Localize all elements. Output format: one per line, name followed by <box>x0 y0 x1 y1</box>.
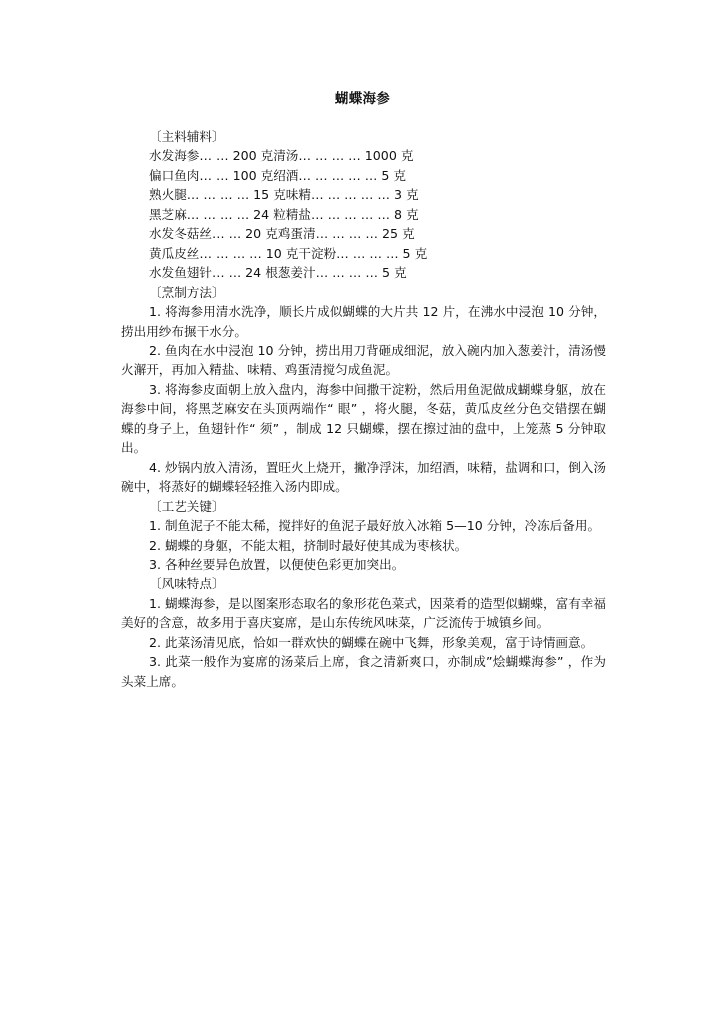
ingredient-line: 水发海参… … 200 克清汤… … … … 1000 克 <box>149 148 414 164</box>
page-title: 蝴蝶海参 <box>334 91 391 107</box>
section-heading-flavor: 〔风味特点〕 <box>149 576 225 592</box>
flavor-note: 3. 此菜一般作为宴席的汤菜后上席，食之清新爽口，亦制成”烩蝴蝶海参” ，作为头菜上席。 <box>121 654 606 689</box>
flavor-note: 1. 蝴蝶海参，是以图案形态取名的象形花色菜式，因菜肴的造型似蝴蝶，富有幸福美好的含意，故多用于喜庆宴席，是山东传统风味菜，广泛流传于城镇乡间。 <box>121 595 606 631</box>
method-step: 1. 将海参用清水洗净，顺长片成似蝴蝶的大片共 12 片，在沸水中浸泡 10 分钟，捞出用纱布搌干水分。 <box>121 304 606 339</box>
flavor-note: 2. 此菜汤清见底，恰如一群欢快的蝴蝶在碗中飞舞，形象美观，富于诗情画意。 <box>149 634 594 650</box>
method-steps <box>121 302 606 497</box>
ingredient-line: 水发鱼翅针… … 24 根葱姜汁… … … … 5 克 <box>149 265 407 281</box>
section-heading-method: 〔烹制方法〕 <box>149 284 225 300</box>
method-step: 3. 将海参皮面朝上放入盘内，海参中间撒干淀粉，然后用鱼泥做成蝴蝶身躯，放在海参中间，将黑芝麻安在头顶两端作“ 眼” ，将火腿，冬菇，黄瓜皮丝分色交错摆在蝴蝶的身子上，鱼翅针作“ 须” ，制成 12 只蝴蝶，摆在擦过油的盘中，上笼蒸 5 分钟取出。 <box>121 381 606 456</box>
ingredient-list <box>121 146 606 282</box>
key-point: 2. 蝴蝶的身躯，不能太粗，挤制时最好使其成为枣核状。 <box>149 537 468 553</box>
ingredient-line: 偏口鱼肉… … 100 克绍酒… … … … … 5 克 <box>149 167 406 183</box>
ingredient-line: 黑芝麻… … … … 24 粒精盐… … … … … 8 克 <box>149 206 419 222</box>
key-points <box>121 516 606 574</box>
recipe-body <box>121 127 606 691</box>
method-step: 4. 炒锅内放入清汤，置旺火上烧开，撇净浮沫，加绍酒，味精，盐调和口，倒入汤碗中，将蒸好的蝴蝶轻轻推入汤内即成。 <box>121 459 606 495</box>
method-step: 2. 鱼肉在水中浸泡 10 分钟，捞出用刀背砸成细泥，放入碗内加入葱姜汁，清汤慢火澥开，再加入精盐、味精、鸡蛋清搅匀成鱼泥。 <box>121 342 606 378</box>
ingredient-line: 熟火腿… … … … 15 克味精… … … … … 3 克 <box>149 187 419 203</box>
ingredient-line: 黄瓜皮丝… … … … 10 克干淀粉… … … … 5 克 <box>149 245 428 261</box>
key-point: 3. 各种丝要异色放置，以便使色彩更加突出。 <box>149 556 405 572</box>
flavor-notes <box>121 594 606 691</box>
ingredient-line: 水发冬菇丝… … 20 克鸡蛋清… … … … 25 克 <box>149 226 415 242</box>
key-point: 1. 制鱼泥子不能太稀，搅拌好的鱼泥子最好放入冰箱 5—10 分钟，冷冻后备用。 <box>149 518 601 534</box>
section-heading-ingredients: 〔主料辅料〕 <box>149 129 225 144</box>
section-heading-key-points: 〔工艺关键〕 <box>149 498 225 514</box>
